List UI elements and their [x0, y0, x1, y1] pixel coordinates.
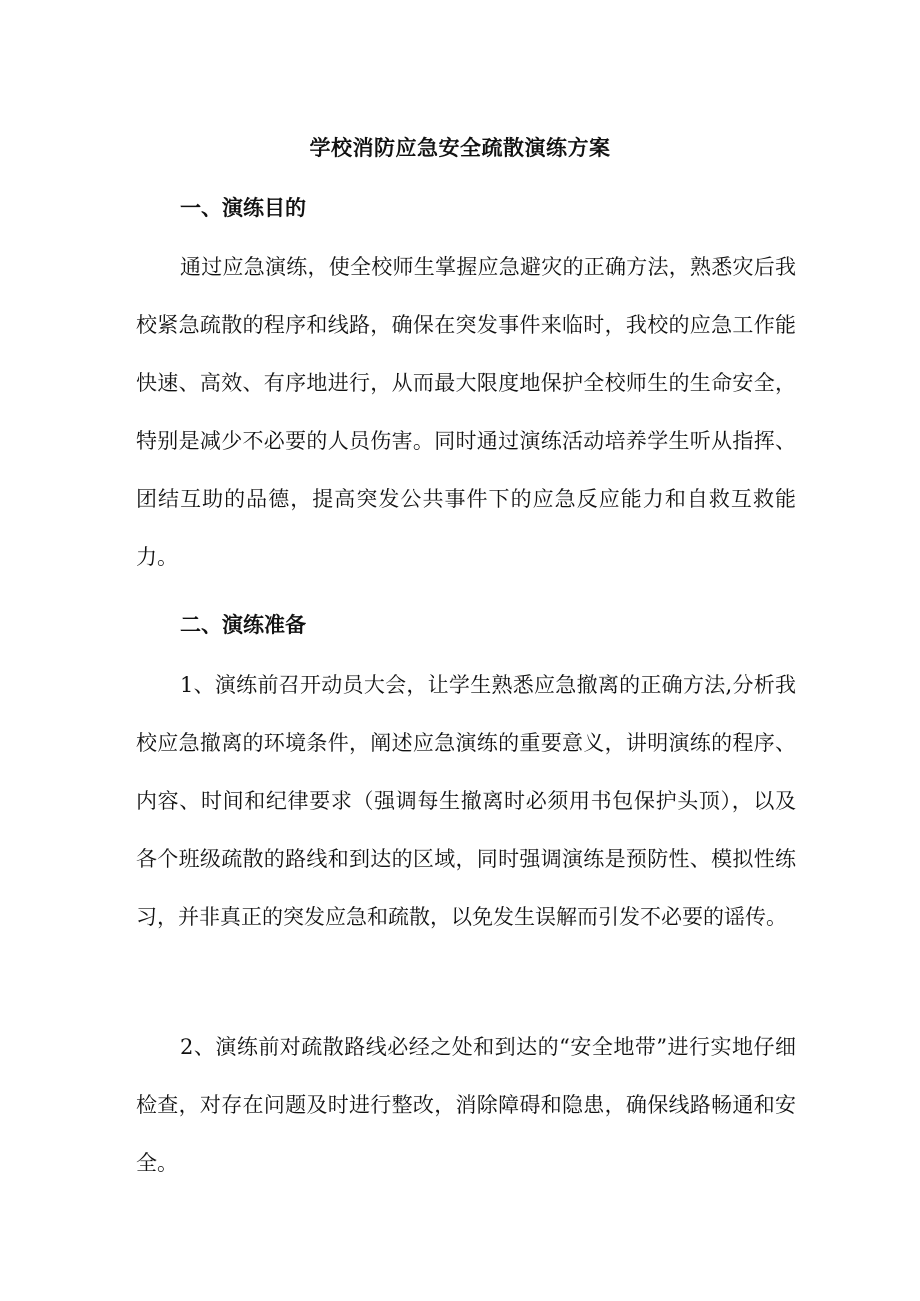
paragraph-preparation-2: 2、演练前对疏散路线必经之处和到达的“安全地带”进行实地仔细检查，对存在问题及时进行整改，消除障碍和隐患，确保线路畅通和安全。	[136, 1035, 796, 1175]
section-heading-preparation: 二、演练准备	[180, 612, 306, 637]
document-title: 学校消防应急安全疏散演练方案	[309, 135, 611, 160]
paragraph-preparation-1: 1、演练前召开动员大会，让学生熟悉应急撤离的正确方法,分析我校应急撤离的环境条件，阐述应急演练的重要意义，讲明演练的程序、内容、时间和纪律要求（强调每生撤离时必须用书包保护头顶），以及各个班级疏散的路线和到达的区域，同时强调演练是预防性、模拟性练习，并非真正的突发应急和疏散，以免发生误解而引发不必要的谣传。	[136, 673, 796, 929]
paragraph-purpose: 通过应急演练，使全校师生掌握应急避灾的正确方法，熟悉灾后我校紧急疏散的程序和线路，确保在突发事件来临时，我校的应急工作能快速、高效、有序地进行，从而最大限度地保护全校师生的生命安全，特别是减少不必要的人员伤害。同时通过演练活动培养学生听从指挥、团结互助的品德，提高突发公共事件下的应急反应能力和自救互救能力。	[136, 255, 796, 569]
section-heading-purpose: 一、演练目的	[180, 195, 306, 220]
